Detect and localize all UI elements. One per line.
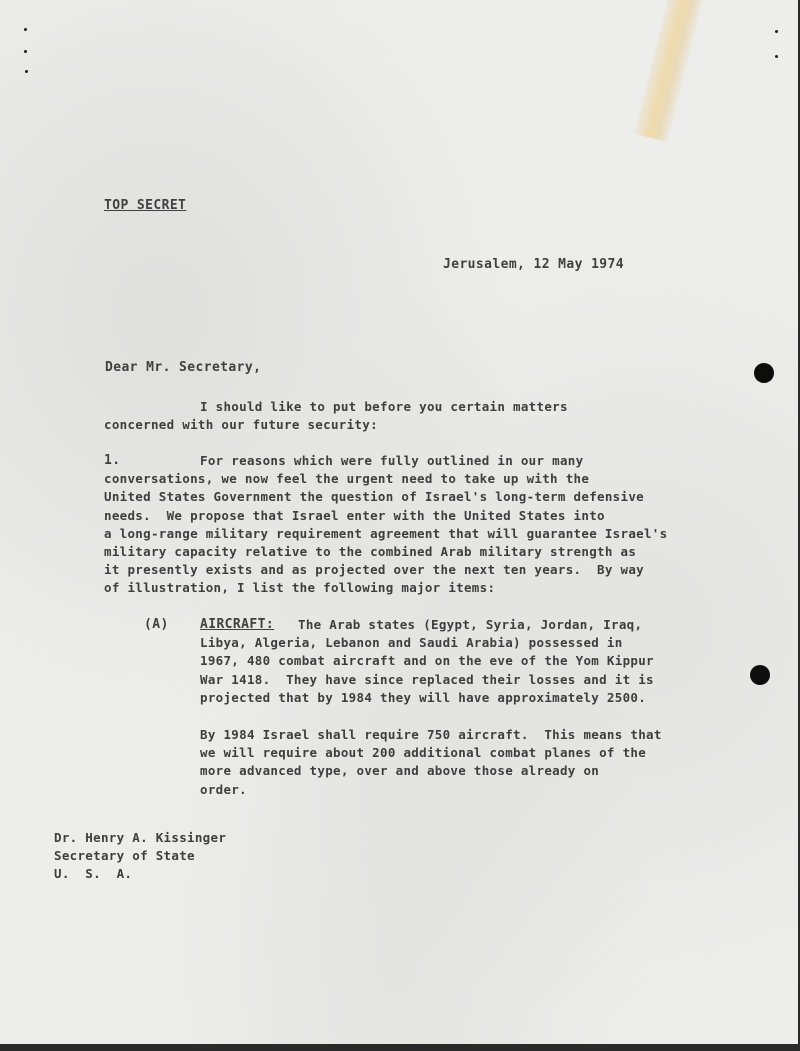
item-a-line: The Arab states (Egypt, Syria, Jordan, Iraq, [298, 617, 643, 632]
edge-mark [24, 28, 27, 31]
intro-line: I should like to put before you certain matters [200, 399, 568, 414]
item-a-line: 1967, 480 combat aircraft and on the eve of the Yom Kippur [200, 653, 654, 669]
tape-strip [634, 0, 703, 142]
item-number: 1. [104, 453, 121, 468]
item-a-marker: (A) [144, 617, 169, 632]
punch-hole-upper [754, 363, 774, 383]
classification-header: TOP SECRET [104, 198, 187, 213]
edge-mark [775, 30, 778, 33]
edge-mark [25, 70, 28, 73]
item-1-line: For reasons which were fully outlined in our many [200, 453, 584, 468]
item-a2-line: order. [200, 781, 247, 797]
intro-line: concerned with our future security: [104, 417, 378, 433]
item-a-heading: AIRCRAFT: [200, 617, 275, 632]
punch-hole-lower [750, 665, 770, 685]
item-1-line: conversations, we now feel the urgent need to take up with the [104, 471, 590, 487]
edge-mark [24, 50, 27, 53]
item-1-line: United States Government the question of Israel's long-term defensive [104, 489, 644, 505]
addressee-name: Dr. Henry A. Kissinger [54, 830, 227, 845]
place-date: Jerusalem, 12 May 1974 [443, 257, 624, 272]
item-a-paragraph-2 [200, 726, 662, 799]
item-1-line: military capacity relative to the combined Arab military strength as [104, 544, 637, 560]
item-1-line: a long-range military requirement agreement that will guarantee Israel's [104, 525, 668, 541]
item-a-line: War 1418. They have since replaced their losses and it is [200, 671, 654, 687]
item-1-line: needs. We propose that Israel enter with the United States into [104, 507, 605, 523]
salutation: Dear Mr. Secretary, [105, 360, 262, 375]
addressee-block [54, 829, 226, 884]
item-1-line: of illustration, I list the following major items: [104, 580, 496, 596]
item-a-line: Libya, Algeria, Lebanon and Saudi Arabia) possessed in [200, 635, 623, 651]
item-a-paragraph [200, 616, 654, 707]
item-a-line: projected that by 1984 they will have approximately 2500. [200, 689, 647, 705]
edge-mark [775, 55, 778, 58]
addressee-country: U. S. A. [54, 866, 133, 882]
intro-paragraph [104, 398, 568, 434]
item-a2-line: we will require about 200 additional combat planes of the [200, 745, 647, 761]
item-a2-line: By 1984 Israel shall require 750 aircraft. This means that [200, 727, 662, 742]
item-a2-line: more advanced type, over and above those already on [200, 763, 600, 779]
item-1-paragraph [104, 452, 667, 598]
addressee-title: Secretary of State [54, 848, 195, 864]
item-1-line: it presently exists and as projected over the next ten years. By way [104, 562, 644, 578]
